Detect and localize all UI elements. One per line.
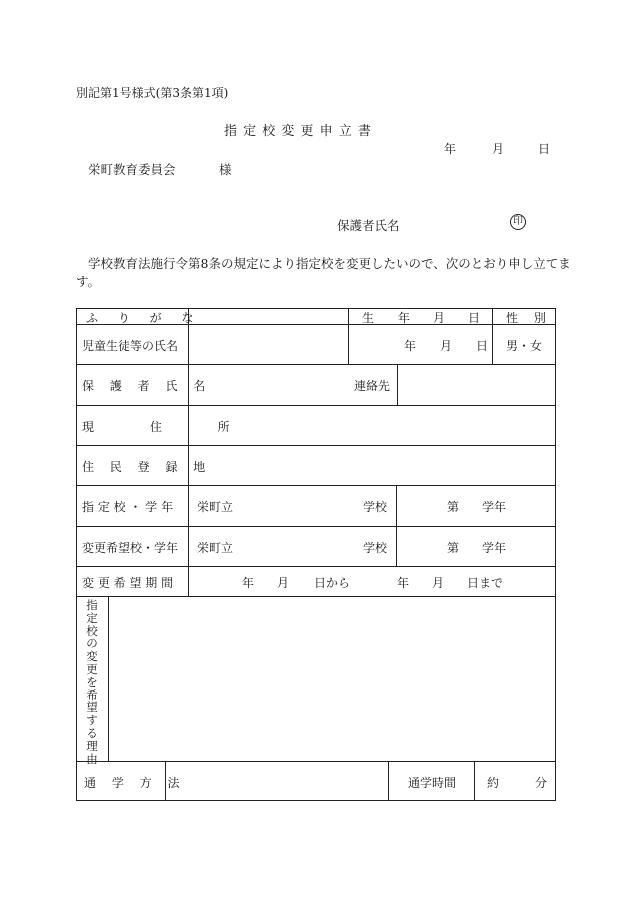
desired-dai: 第 xyxy=(447,541,460,555)
row-line xyxy=(76,526,556,527)
designated-dai: 第 xyxy=(447,500,460,514)
birth-month: 月 xyxy=(440,339,453,353)
col-line xyxy=(396,485,397,566)
period-end-day: 日まで xyxy=(467,576,504,590)
commute-approx: 約 xyxy=(487,776,500,790)
furigana-label: ふ り が な xyxy=(86,311,202,325)
row-line xyxy=(76,405,556,406)
date-month: 月 xyxy=(492,142,505,156)
col-line xyxy=(388,761,389,801)
row-line xyxy=(76,364,556,365)
addressee: 栄町教育委員会 xyxy=(88,162,176,177)
birth-header-year: 年 xyxy=(398,311,411,325)
birth-header-sei: 生 xyxy=(362,311,375,325)
reason-label: 指定校の変更を希望する理由 xyxy=(86,598,98,766)
contact-label: 連絡先 xyxy=(354,379,391,393)
guardian-name-label: 保護者氏名 xyxy=(337,218,400,233)
col-line xyxy=(108,596,109,761)
period-start-year: 年 xyxy=(242,576,255,590)
date-day: 日 xyxy=(538,142,551,156)
commute-method-label: 通 学 方 法 xyxy=(84,776,186,790)
designated-school-suffix: 学校 xyxy=(363,500,388,514)
intro-line-1: 学校教育法施行令第8条の規定により指定校を変更したいので、次のとおり申し立てま xyxy=(88,256,571,271)
desired-school-suffix: 学校 xyxy=(363,541,388,555)
period-label: 変 更 希 望 期 間 xyxy=(82,576,174,590)
address-label: 現 住 所 xyxy=(82,420,256,434)
period-start-month: 月 xyxy=(277,576,290,590)
col-line xyxy=(397,364,398,405)
birth-year: 年 xyxy=(404,339,417,353)
seal-text: 印 xyxy=(513,216,523,227)
row-line xyxy=(76,485,556,486)
guardian-label: 保 護 者 氏 名 xyxy=(82,379,212,393)
designated-school-label: 指 定 校 ・ 学 年 xyxy=(82,500,174,514)
birth-header-day: 日 xyxy=(468,311,481,325)
date-year: 年 xyxy=(444,142,457,156)
commute-time-label: 通学時間 xyxy=(408,776,457,790)
row-line xyxy=(76,596,556,597)
period-start-day: 日から xyxy=(314,576,351,590)
col-line xyxy=(348,308,349,365)
row-line xyxy=(76,445,556,446)
honorific: 様 xyxy=(219,162,232,177)
period-end-year: 年 xyxy=(397,576,410,590)
intro-line-2: す。 xyxy=(76,274,101,289)
seal-mark xyxy=(510,214,526,230)
birth-day: 日 xyxy=(476,339,489,353)
birth-header-month: 月 xyxy=(433,311,446,325)
col-line xyxy=(492,308,493,365)
sex-value: 男・女 xyxy=(506,339,543,353)
row-line xyxy=(76,566,556,567)
period-end-month: 月 xyxy=(432,576,445,590)
designated-grade: 学年 xyxy=(482,500,507,514)
desired-school-label: 変更希望校・学年 xyxy=(82,541,179,555)
registry-label: 住 民 登 録 地 xyxy=(82,460,212,474)
col-line xyxy=(188,308,189,596)
commute-minutes-unit: 分 xyxy=(535,776,548,790)
col-line xyxy=(474,761,475,801)
desired-town: 栄町立 xyxy=(197,541,234,555)
row-line xyxy=(76,761,556,762)
document-title: 指 定 校 変 更 申 立 書 xyxy=(224,124,372,139)
designated-town: 栄町立 xyxy=(197,500,234,514)
child-name-label: 児童生徒等の氏名 xyxy=(82,339,179,353)
sex-header: 性 別 xyxy=(506,311,552,325)
desired-grade: 学年 xyxy=(482,541,507,555)
form-number: 別記第1号様式(第3条第1項) xyxy=(76,86,229,100)
